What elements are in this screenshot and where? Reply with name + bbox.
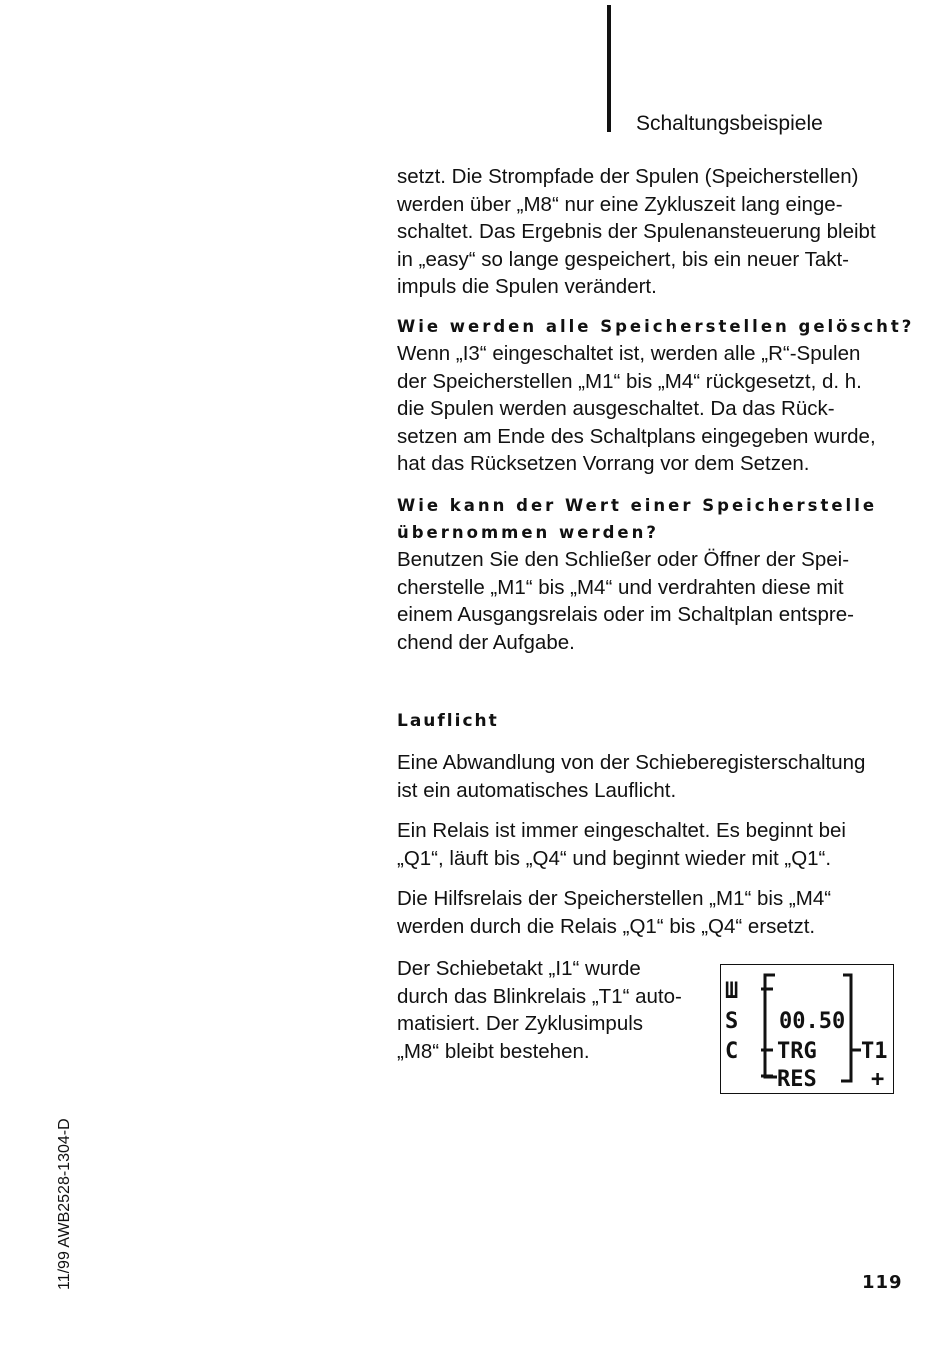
- intro-paragraph: [397, 163, 876, 301]
- text-line: chend der Aufgabe.: [397, 630, 575, 654]
- unit-symbol: C: [725, 1039, 739, 1064]
- mode-symbol: Ш: [725, 979, 739, 1004]
- text-line: einem Ausgangsrelais oder im Schaltplan entspre-: [397, 603, 854, 626]
- question-heading: Wie werden alle Speicherstellen gelöscht?: [397, 317, 915, 336]
- text-line: impuls die Spulen verändert.: [397, 275, 657, 298]
- text-line: setzt. Die Strompfade der Spulen (Speicherstellen): [397, 165, 859, 188]
- text-line: die Spulen werden ausgeschaltet. Da das Rück-: [397, 397, 835, 420]
- text-line: Der Schiebetakt „I1“ wurde: [397, 957, 641, 980]
- paragraph: [397, 955, 682, 1065]
- text-line: Eine Abwandlung von der Schieberegisterschaltung: [397, 751, 866, 774]
- plus-symbol: +: [871, 1067, 885, 1092]
- text-line: Wenn „I3“ eingeschaltet ist, werden alle „R“-Spulen: [397, 342, 861, 365]
- question-heading: Wie kann der Wert einer Speicherstelle: [397, 496, 878, 515]
- paragraph: [397, 817, 846, 872]
- page-number: 119: [862, 1272, 903, 1293]
- question-heading: übernommen werden?: [397, 523, 659, 542]
- document-id: 11/99 AWB2528-1304-D: [56, 1118, 73, 1290]
- timer-display-graphic: [721, 965, 892, 1092]
- header-rule: [607, 5, 611, 132]
- relay-label: T1: [861, 1039, 888, 1064]
- question-reset-section: [397, 313, 914, 478]
- page-header-title: Schaltungsbeispiele: [636, 112, 823, 135]
- text-line: in „easy“ so lange gespeichert, bis ein neuer Takt-: [397, 247, 850, 271]
- text-line: werden durch die Relais „Q1“ bis „Q4“ ersetzt.: [397, 914, 816, 938]
- text-line: „M8“ bleibt bestehen.: [397, 1039, 590, 1063]
- text-line: ist ein automatisches Lauflicht.: [397, 778, 677, 802]
- text-line: werden über „M8“ nur eine Zykluszeit lang einge-: [397, 192, 843, 216]
- lcd-display: [720, 964, 894, 1094]
- time-value: 00.50: [779, 1009, 846, 1034]
- text-line: „Q1“, läuft bis „Q4“ und beginnt wieder mit „Q1“.: [397, 846, 832, 870]
- section-heading: Lauflicht: [397, 711, 499, 731]
- text-line: Ein Relais ist immer eingeschaltet. Es beginnt bei: [397, 819, 846, 842]
- text-line: Die Hilfsrelais der Speicherstellen „M1“ bis „M4“: [397, 887, 832, 910]
- text-line: matisiert. Der Zyklusimpuls: [397, 1012, 644, 1035]
- reset-label: RES: [777, 1067, 817, 1092]
- text-line: der Speicherstellen „M1“ bis „M4“ rückgesetzt, d. h.: [397, 369, 862, 393]
- trigger-label: TRG: [777, 1039, 817, 1064]
- text-line: schaltet. Das Ergebnis der Spulenansteuerung bleibt: [397, 220, 876, 243]
- paragraph: [397, 885, 831, 940]
- scale-symbol: S: [725, 1009, 739, 1034]
- text-line: durch das Blinkrelais „T1“ auto-: [397, 984, 682, 1008]
- text-line: Benutzen Sie den Schließer oder Öffner der Spei-: [397, 548, 850, 571]
- text-line: setzen am Ende des Schaltplans eingegeben wurde,: [397, 424, 876, 448]
- text-line: hat das Rücksetzen Vorrang vor dem Setzen.: [397, 452, 810, 475]
- paragraph: [397, 749, 865, 804]
- text-line: cherstelle „M1“ bis „M4“ und verdrahten diese mit: [397, 575, 844, 599]
- question-value-section: [397, 492, 877, 656]
